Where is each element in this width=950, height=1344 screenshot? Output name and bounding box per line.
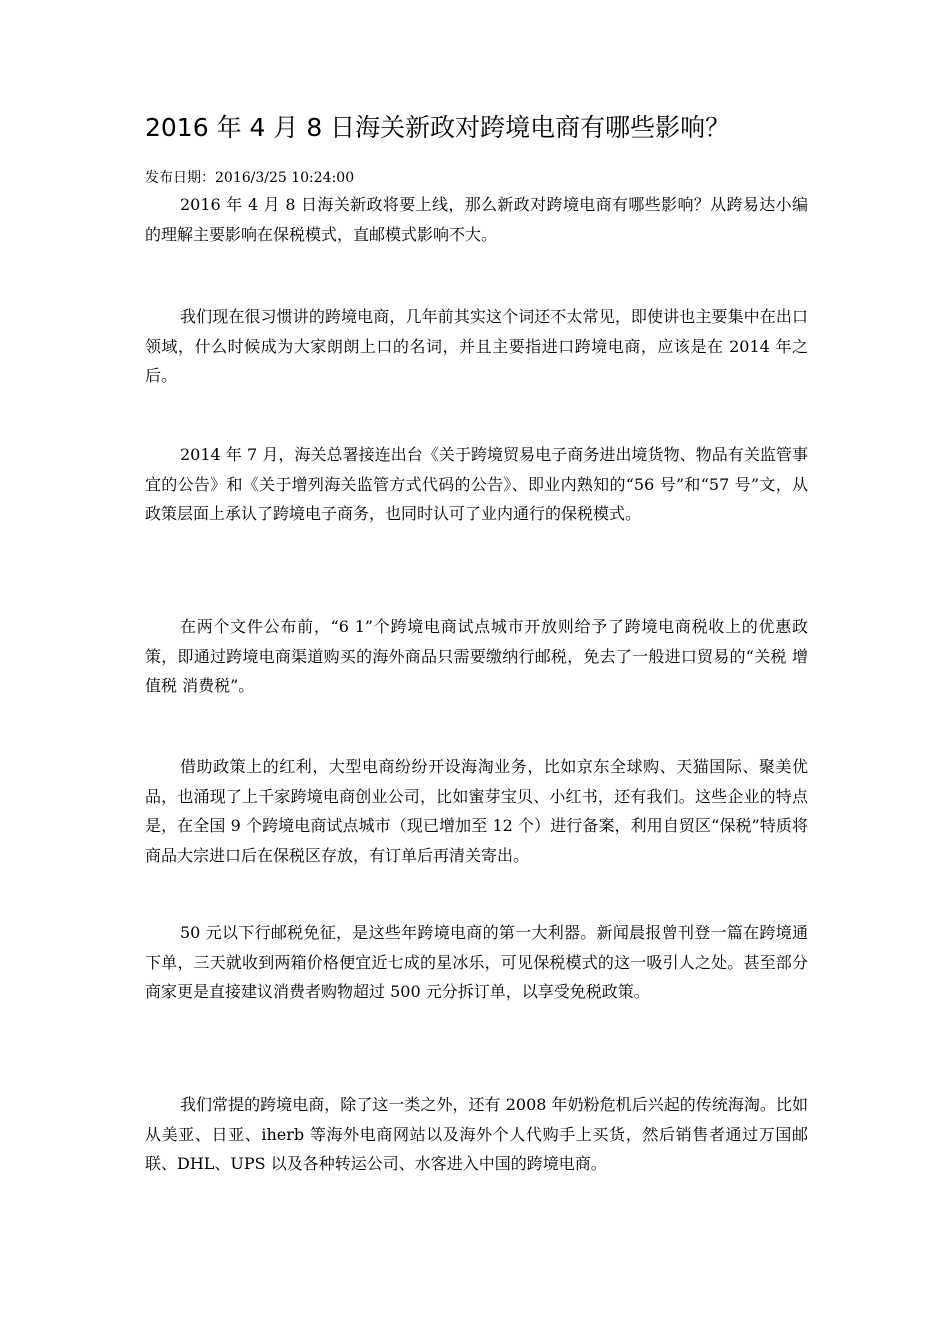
article-paragraph: 2014 年 7 月，海关总署接连出台《关于跨境贸易电子商务进出境货物、物品有关监管事宜的公告》和《关于增列海关监管方式代码的公告》、即业内熟知的“56 号”和“57 号”文，从政策层面上承认了跨境电子商务，也同时认可了业内通行的保税模式。 [145, 445, 808, 523]
article-paragraph: 我们现在很习惯讲的跨境电商，几年前其实这个词还不太常见，即使讲也主要集中在出口领域，什么时候成为大家朗朗上口的名词，并且主要指进口跨境电商，应该是在 2014 年之后。 [145, 307, 808, 385]
article-title: 2016 年 4 月 8 日海关新政对跨境电商有哪些影响？ [145, 113, 731, 142]
article-paragraph: 50 元以下行邮税免征，是这些年跨境电商的第一大利器。新闻晨报曾刊登一篇在跨境通下单，三天就收到两箱价格便宜近七成的星冰乐，可见保税模式的这一吸引人之处。甚至部分商家更是直接建议消费者购物超过 500 元分拆订单，以享受免税政策。 [145, 923, 808, 1001]
publish-date-value: 2016/3/25 10:24:00 [215, 170, 355, 186]
publish-date-label: 发布日期： [145, 170, 215, 186]
article-paragraph: 在两个文件公布前，“6 1”个跨境电商试点城市开放则给予了跨境电商税收上的优惠政策，即通过跨境电商渠道购买的海外商品只需要缴纳行邮税，免去了一般进口贸易的“关税 增值税 消费税”。 [145, 617, 808, 695]
article-paragraph: 我们常提的跨境电商，除了这一类之外，还有 2008 年奶粉危机后兴起的传统海淘。比如从美亚、日亚、iherb 等海外电商网站以及海外个人代购手上买货，然后销售者通过万国邮联、DHL、UPS 以及各种转运公司、水客进入中国的跨境电商。 [145, 1095, 808, 1173]
article-paragraph: 2016 年 4 月 8 日海关新政将要上线，那么新政对跨境电商有哪些影响？从跨易达小编的理解主要影响在保税模式，直邮模式影响不大。 [145, 195, 808, 244]
article-paragraph: 借助政策上的红利，大型电商纷纷开设海淘业务，比如京东全球购、天猫国际、聚美优品，也涌现了上千家跨境电商创业公司，比如蜜芽宝贝、小红书，还有我们。这些企业的特点是，在全国 9 个跨境电商试点城市（现已增加至 12 个）进行备案，利用自贸区“保税”特质将商品大宗进口后在保税区存放，有订单后再清关寄出。 [145, 757, 808, 865]
publish-date-line [145, 168, 805, 188]
